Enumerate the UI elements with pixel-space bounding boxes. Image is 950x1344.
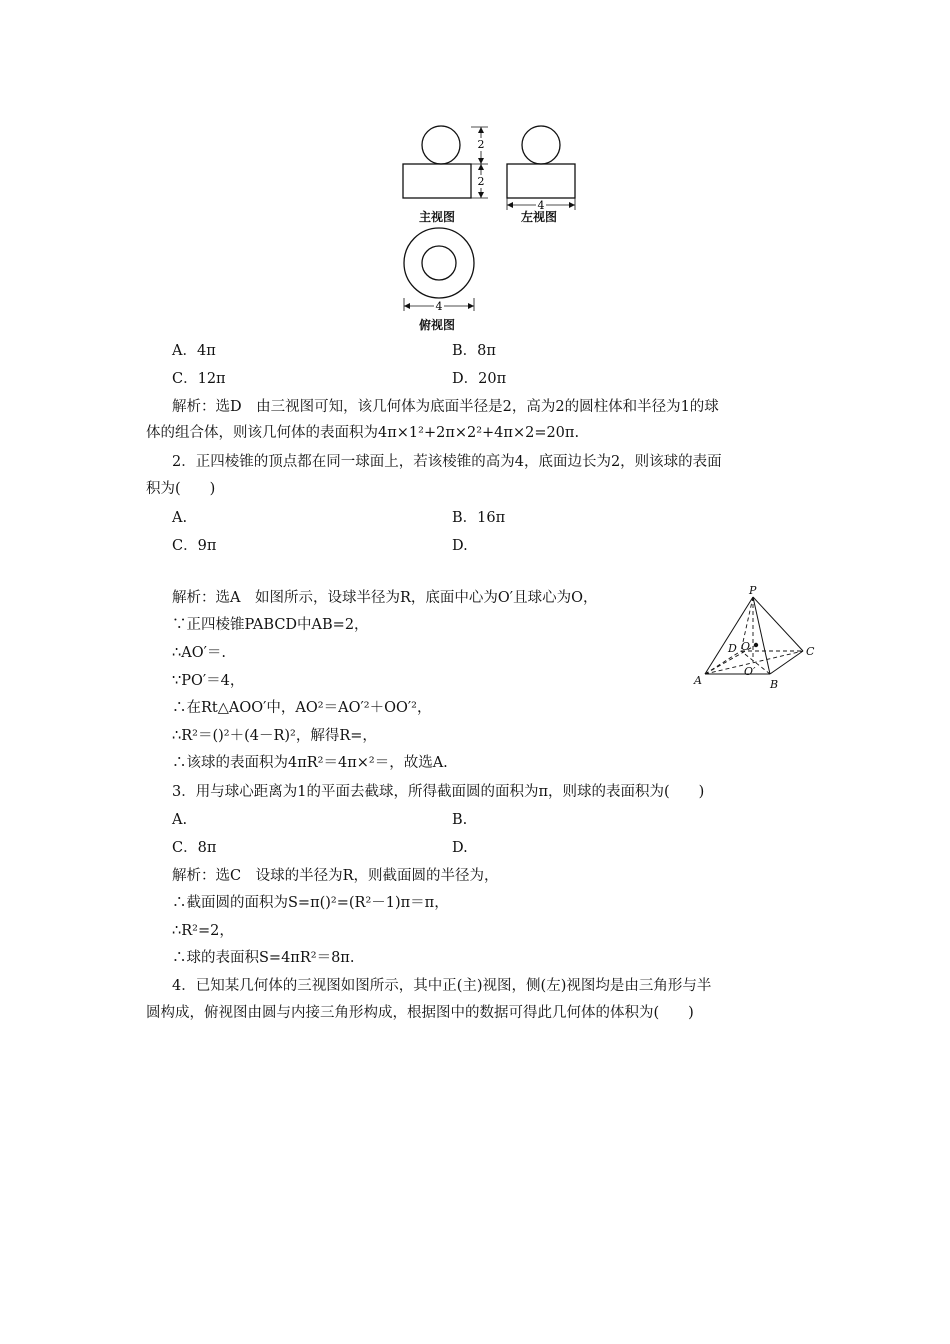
- q3-stem: 3．用与球心距离为1的平面去截球，所得截面圆的面积为π，则球的表面积为( ): [172, 784, 705, 800]
- q1-option-b: B．8π: [452, 343, 496, 359]
- q2-solution-line: ∴R²＝()²＋(4－R)²，解得R=，: [172, 728, 377, 744]
- dim-cylinder-height: 2: [477, 175, 485, 188]
- q1-option-d: D．20π: [452, 371, 507, 387]
- q1-solution-line2: 体的组合体，则该几何体的表面积为4π×1²+2π×2²+4π×2=20π.: [146, 425, 580, 441]
- q3-solution-line: ∴R²=2，: [172, 923, 234, 939]
- q3-option-c: C．8π: [172, 840, 217, 856]
- label-O-prime: O′: [744, 665, 756, 678]
- q2-option-b: B．16π: [452, 510, 506, 526]
- q3-option-d: D.: [452, 840, 468, 856]
- label-P: P: [749, 584, 757, 597]
- q2-option-a: A.: [172, 510, 188, 526]
- side-view-caption: 左视图: [521, 210, 558, 224]
- q4-stem-line1: 4．已知某几何体的三视图如图所示，其中正(主)视图，侧(左)视图均是由三角形与半: [172, 978, 712, 994]
- label-A: A: [694, 674, 702, 687]
- q2-solution-line: ∵正四棱锥PABCD中AB=2，: [172, 617, 369, 633]
- label-D: D: [728, 642, 737, 655]
- q2-option-c: C．9π: [172, 538, 217, 554]
- q3-option-b: B.: [452, 812, 468, 828]
- q2-stem-line2: 积为( ): [146, 481, 216, 497]
- q2-solution-line: ∴在Rt△AOO′中，AO²＝AO′²＋OO′²，: [172, 700, 432, 716]
- q1-option-a: A．4π: [172, 343, 216, 359]
- q4-stem-line2: 圆构成，俯视图由圆与内接三角形构成，根据图中的数据可得此几何体的体积为( ): [146, 1005, 694, 1021]
- q2-solution-line: ∵PO′＝4，: [172, 673, 245, 689]
- q3-solution-line: ∴截面圆的面积为S=π()²=(R²－1)π＝π，: [172, 895, 449, 911]
- dim-sphere-height: 2: [477, 138, 485, 151]
- q2-stem-line1: 2．正四棱锥的顶点都在同一球面上，若该棱锥的高为4，底面边长为2，则该球的表面: [172, 454, 722, 470]
- dim-side-width: 4: [537, 199, 545, 212]
- dim-top-width: 4: [435, 300, 443, 313]
- label-O: O: [741, 640, 751, 653]
- q2-solution-line: 解析：选A 如图所示，设球半径为R，底面中心为O′且球心为O，: [172, 590, 598, 606]
- q3-solution-line: ∴球的表面积S=4πR²＝8π.: [172, 950, 355, 966]
- q2-solution-line: ∴AO′＝.: [172, 645, 226, 661]
- label-C: C: [806, 645, 815, 658]
- q1-solution-line1: 解析：选D 由三视图可知，该几何体为底面半径是2，高为2的圆柱体和半径为1的球: [172, 399, 719, 415]
- top-view-caption: 俯视图: [419, 318, 456, 332]
- front-view-caption: 主视图: [419, 210, 456, 224]
- q2-solution-line: ∴该球的表面积为4πR²＝4π×²＝，故选A.: [172, 755, 448, 771]
- q2-option-d: D.: [452, 538, 468, 554]
- label-B: B: [770, 678, 779, 691]
- q1-option-c: C．12π: [172, 371, 226, 387]
- q3-solution-line: 解析：选C 设球的半径为R，则截面圆的半径为，: [172, 868, 499, 884]
- q3-option-a: A.: [172, 812, 188, 828]
